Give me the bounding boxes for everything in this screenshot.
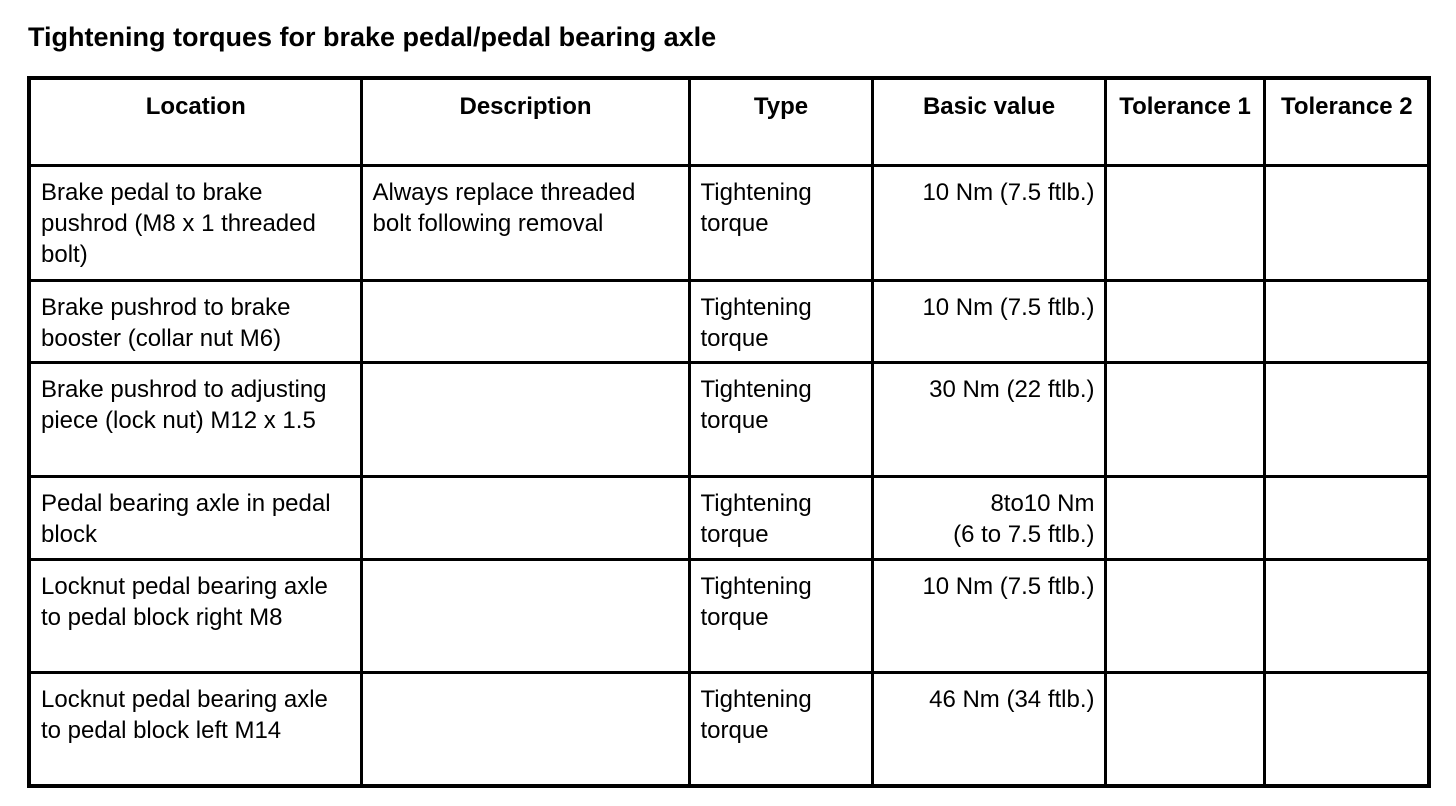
cell-type: Tightening torque [689, 673, 872, 786]
cell-tolerance-1 [1105, 281, 1264, 363]
cell-basic-value [872, 363, 1105, 477]
cell-location: Pedal bearing axle in pedal block [29, 477, 361, 560]
cell-basic-value [872, 560, 1105, 673]
basic-value-line-1: 30 Nm (22 ftlb.) [929, 376, 1095, 403]
cell-location: Brake pushrod to brake booster (collar nut M6) [29, 281, 361, 363]
basic-value-line-1: 10 Nm (7.5 ftlb.) [922, 573, 1095, 600]
cell-tolerance-1 [1105, 673, 1264, 786]
cell-tolerance-2 [1264, 281, 1429, 363]
cell-description: Always replace threaded bolt following removal [361, 166, 689, 281]
header-description: Description [361, 78, 689, 166]
basic-value-line-1: 10 Nm (7.5 ftlb.) [922, 179, 1095, 206]
cell-tolerance-2 [1264, 477, 1429, 560]
cell-basic-value [872, 477, 1105, 560]
cell-description [361, 673, 689, 786]
cell-type: Tightening torque [689, 166, 872, 281]
cell-description [361, 477, 689, 560]
cell-location: Brake pushrod to adjusting piece (lock nut) M12 x 1.5 [29, 363, 361, 477]
basic-value-line-2: (6 to 7.5 ftlb.) [953, 521, 1095, 548]
cell-location: Locknut pedal bearing axle to pedal block left M14 [29, 673, 361, 786]
header-tolerance-2: Tolerance 2 [1264, 78, 1429, 166]
torque-table [27, 76, 1431, 788]
cell-basic-value [872, 673, 1105, 786]
table-row [29, 166, 1429, 281]
cell-tolerance-2 [1264, 560, 1429, 673]
cell-type: Tightening torque [689, 560, 872, 673]
cell-description [361, 560, 689, 673]
basic-value-line-1: 46 Nm (34 ftlb.) [929, 686, 1095, 713]
basic-value-line-1: 10 Nm (7.5 ftlb.) [922, 294, 1095, 321]
cell-tolerance-1 [1105, 166, 1264, 281]
cell-type: Tightening torque [689, 363, 872, 477]
cell-basic-value [872, 281, 1105, 363]
cell-tolerance-1 [1105, 363, 1264, 477]
cell-tolerance-1 [1105, 477, 1264, 560]
table-row [29, 281, 1429, 363]
table-row [29, 673, 1429, 786]
cell-tolerance-2 [1264, 363, 1429, 477]
cell-basic-value [872, 166, 1105, 281]
basic-value-line-1: 8to10 Nm [990, 490, 1095, 517]
cell-description [361, 281, 689, 363]
table-row [29, 560, 1429, 673]
header-type: Type [689, 78, 872, 166]
cell-tolerance-2 [1264, 673, 1429, 786]
header-location: Location [29, 78, 361, 166]
page-title: Tightening torques for brake pedal/pedal bearing axle [28, 22, 717, 52]
table-row [29, 477, 1429, 560]
cell-location: Locknut pedal bearing axle to pedal block right M8 [29, 560, 361, 673]
cell-type: Tightening torque [689, 477, 872, 560]
table-row [29, 363, 1429, 477]
cell-tolerance-2 [1264, 166, 1429, 281]
cell-tolerance-1 [1105, 560, 1264, 673]
cell-type: Tightening torque [689, 281, 872, 363]
cell-description [361, 363, 689, 477]
header-tolerance-1: Tolerance 1 [1105, 78, 1264, 166]
cell-location: Brake pedal to brake pushrod (M8 x 1 threaded bolt) [29, 166, 361, 281]
table-header-row [29, 78, 1429, 166]
header-basic-value: Basic value [872, 78, 1105, 166]
